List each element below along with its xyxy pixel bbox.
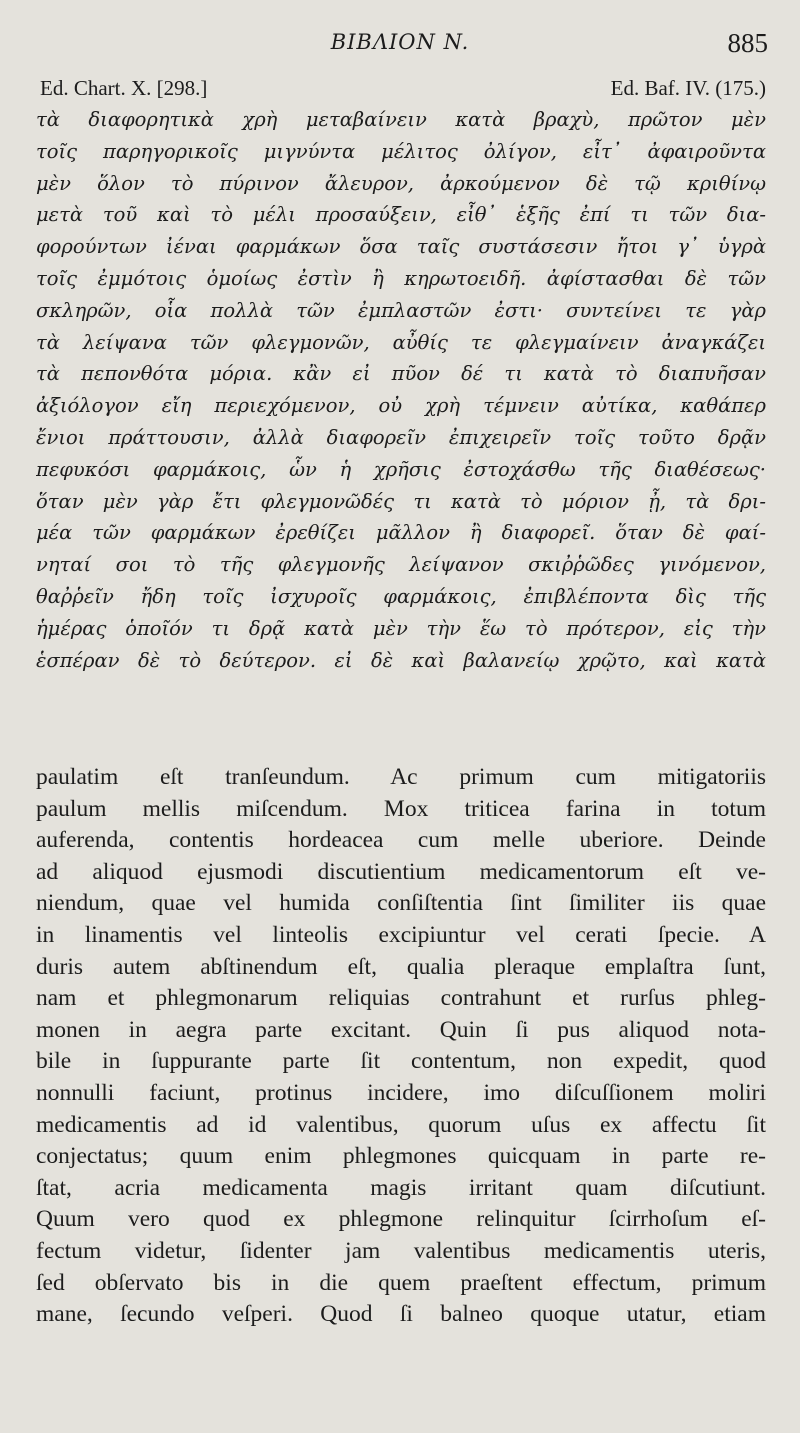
latin-text-line: conjectatus; quum enim phlegmones quicquam in parte re- [36,1143,766,1170]
latin-text-line: niendum, quae vel humida conſiſtentia ſint ſimiliter iis quae [36,890,766,917]
greek-text-line: πεφυκόσι φαρμάκοις, ὧν ἡ χρῆσις ἐστοχάσθω τῆς διαθέσεως· [36,457,766,481]
greek-text-line: τὰ λείψανα τῶν φλεγμονῶν, αὖθίς τε φλεγμαίνειν ἀναγκάζει [36,330,766,354]
greek-text-line: ὅταν μὲν γὰρ ἔτι φλεγμονῶδές τι κατὰ τὸ μόριον ᾖ, τὰ δρι- [36,489,766,513]
greek-text-line: μὲν ὅλον τὸ πύρινον ἄλευρον, ἀρκούμενον δὲ τῷ κριθίνῳ [36,171,766,195]
edition-basel-reference: Ed. Baf. IV. (175.) [610,76,766,100]
latin-text-line: ad aliquod ejusmodi discutientium medicamentorum eſt ve- [36,858,766,885]
greek-text-line: φορούντων ἰέναι φαρμάκων ὅσα ταῖς συστάσεσιν ἤτοι γ᾽ ὑγρὰ [36,235,766,259]
greek-text-line: τὰ διαφορητικὰ χρὴ μεταβαίνειν κατὰ βραχὺ, πρῶτον μὲν [36,108,766,131]
greek-text-line: νηταί σοι τὸ τῆς φλεγμονῆς λείψανον σκιῤῥῶδες γινόμενον, [36,553,766,577]
greek-text-line: ἡμέρας ὁποῖόν τι δρᾷ κατὰ μὲν τὴν ἕω τὸ πρότερον, εἰς τὴν [36,616,766,640]
latin-text-line: in linamentis vel linteolis excipiuntur vel cerati ſpecie. A [36,921,766,948]
latin-text-line: ſtat, acria medicamenta magis irritant quam diſcutiunt. [36,1174,766,1201]
latin-text-line: paulatim eſt tranſeundum. Ac primum cum mitigatoriis [36,764,766,790]
latin-text-line: medicamentis ad id valentibus, quorum uſus ex affectu ſit [36,1111,766,1138]
greek-text-line: μετὰ τοῦ καὶ τὸ μέλι προσαύξειν, εἶθ᾽ ἑξῆς ἐπί τι τῶν δια- [36,203,766,227]
greek-text-line: ἑσπέραν δὲ τὸ δεύτερον. εἰ δὲ καὶ βαλανείῳ χρῷτο, καὶ κατὰ [36,648,766,672]
latin-text-line: duris autem abſtinendum eſt, qualia pleraque emplaſtra ſunt, [36,953,766,980]
edition-chartier-reference: Ed. Chart. X. [298.] [40,76,208,100]
latin-text-line: mane, ſecundo veſperi. Quod ſi balneo quoque utatur, etiam [36,1301,766,1328]
greek-text-line: σκληρῶν, οἷα πολλὰ τῶν ἐμπλαστῶν ἐστι· συντείνει τε γὰρ [36,298,766,322]
latin-text-block [36,762,766,1331]
latin-text-line: ſed obſervato bis in die quem praeſtent effectum, primum [36,1269,766,1296]
book-title: BIBΛΙΟΝ N. [330,30,470,54]
greek-text-line: τοῖς ἐμμότοις ὁμοίως ἐστὶν ἢ κηρωτοειδῆ. ἀφίστασθαι δὲ τῶν [36,266,766,290]
greek-text-line: θαῤῥεῖν ἤδη τοῖς ἰσχυροῖς φαρμάκοις, ἐπιβλέποντα δὶς τῆς [36,584,766,608]
greek-text-line: τὰ πεπονθότα μόρια. κἂν εἰ πῦον δέ τι κατὰ τὸ διαπυῆσαν [36,362,766,386]
page-number: 885 [727,28,768,58]
latin-text-line: nam et phlegmonarum reliquias contrahunt et rurſus phleg- [36,985,766,1012]
latin-text-line: monen in aegra parte excitant. Quin ſi pus aliquod nota- [36,1016,766,1043]
latin-text-line: nonnulli faciunt, protinus incidere, imo diſcuſſionem moliri [36,1079,766,1106]
greek-text-line: τοῖς παρηγορικοῖς μιγνύντα μέλιτος ὀλίγον, εἶτ᾽ ἀφαιροῦντα [36,139,766,163]
running-head [0,30,800,64]
latin-text-line: auferenda, contentis hordeacea cum melle uberiore. Deinde [36,827,766,854]
latin-text-line: Quum vero quod ex phlegmone relinquitur ſcirrhoſum eſ- [36,1206,766,1233]
greek-text-block [36,104,766,676]
latin-text-line: fectum videtur, ſidenter jam valentibus medicamentis uteris, [36,1237,766,1264]
greek-text-line: ἀξιόλογον εἴη περιεχόμενον, οὐ χρὴ τέμνειν αὐτίκα, καθάπερ [36,394,766,418]
edition-reference-line [40,76,766,104]
latin-text-line: bile in ſuppurante parte ſit contentum, non expedit, quod [36,1048,766,1075]
greek-text-line: ἔνιοι πράττουσιν, ἀλλὰ διαφορεῖν ἐπιχειρεῖν τοῖς τοῦτο δρᾷν [36,425,766,449]
greek-text-line: μέα τῶν φαρμάκων ἐρεθίζει μᾶλλον ἢ διαφορεῖ. ὅταν δὲ φαί- [36,521,766,545]
latin-text-line: paulum mellis miſcendum. Mox triticea farina in totum [36,795,766,822]
